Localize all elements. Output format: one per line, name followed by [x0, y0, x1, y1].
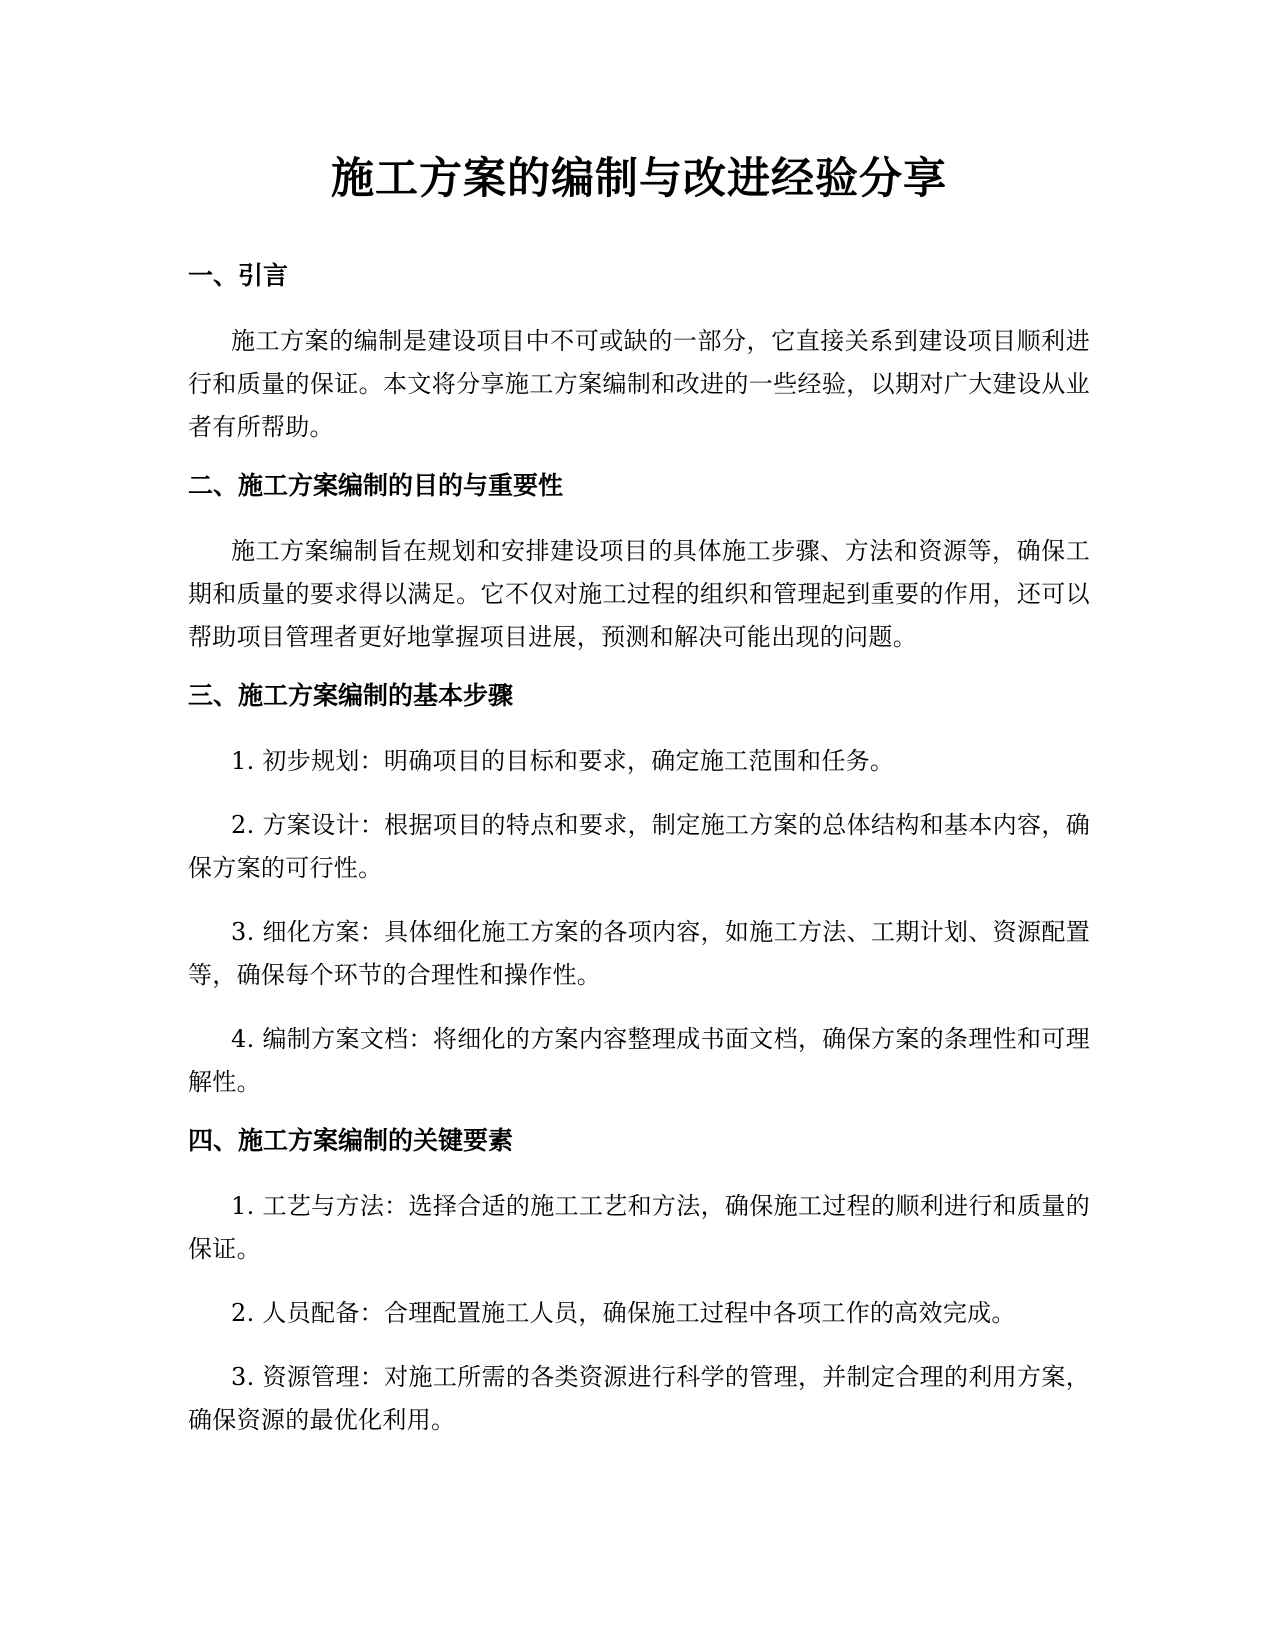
list-item: 2. 方案设计：根据项目的特点和要求，制定施工方案的总体结构和基本内容，确保方案的可行性。 — [188, 811, 1090, 882]
paragraph: 施工方案的编制是建设项目中不可或缺的一部分，它直接关系到建设项目顺利进行和质量的保证。本文将分享施工方案编制和改进的一些经验，以期对广大建设从业者有所帮助。 — [188, 327, 1090, 441]
list-item: 3. 细化方案：具体细化施工方案的各项内容，如施工方法、工期计划、资源配置等，确保每个环节的合理性和操作性。 — [188, 918, 1090, 989]
list-item: 1. 初步规划：明确项目的目标和要求，确定施工范围和任务。 — [231, 747, 895, 775]
list-item: 4. 编制方案文档：将细化的方案内容整理成书面文档，确保方案的条理性和可理解性。 — [188, 1025, 1090, 1096]
section-heading: 三、施工方案编制的基本步骤 — [188, 681, 514, 710]
section-heading: 一、引言 — [188, 261, 289, 290]
section-heading: 二、施工方案编制的目的与重要性 — [188, 471, 564, 500]
section-key-elements — [188, 1125, 1090, 1442]
section-basic-steps — [188, 680, 1090, 1104]
list-item: 2. 人员配备：合理配置施工人员，确保施工过程中各项工作的高效完成。 — [231, 1299, 1016, 1327]
paragraph: 施工方案编制旨在规划和安排建设项目的具体施工步骤、方法和资源等，确保工期和质量的要求得以满足。它不仅对施工过程的组织和管理起到重要的作用，还可以帮助项目管理者更好地掌握项目进展，预测和解决可能出现的问题。 — [188, 537, 1090, 651]
section-heading: 四、施工方案编制的关键要素 — [188, 1126, 514, 1155]
document-title: 施工方案的编制与改进经验分享 — [331, 154, 947, 204]
list-item: 3. 资源管理：对施工所需的各类资源进行科学的管理，并制定合理的利用方案，确保资源的最优化利用。 — [188, 1363, 1090, 1434]
section-introduction — [188, 260, 1090, 449]
section-purpose — [188, 470, 1090, 659]
document-page — [188, 140, 1090, 1463]
list-item: 1. 工艺与方法：选择合适的施工工艺和方法，确保施工过程的顺利进行和质量的保证。 — [188, 1192, 1090, 1263]
